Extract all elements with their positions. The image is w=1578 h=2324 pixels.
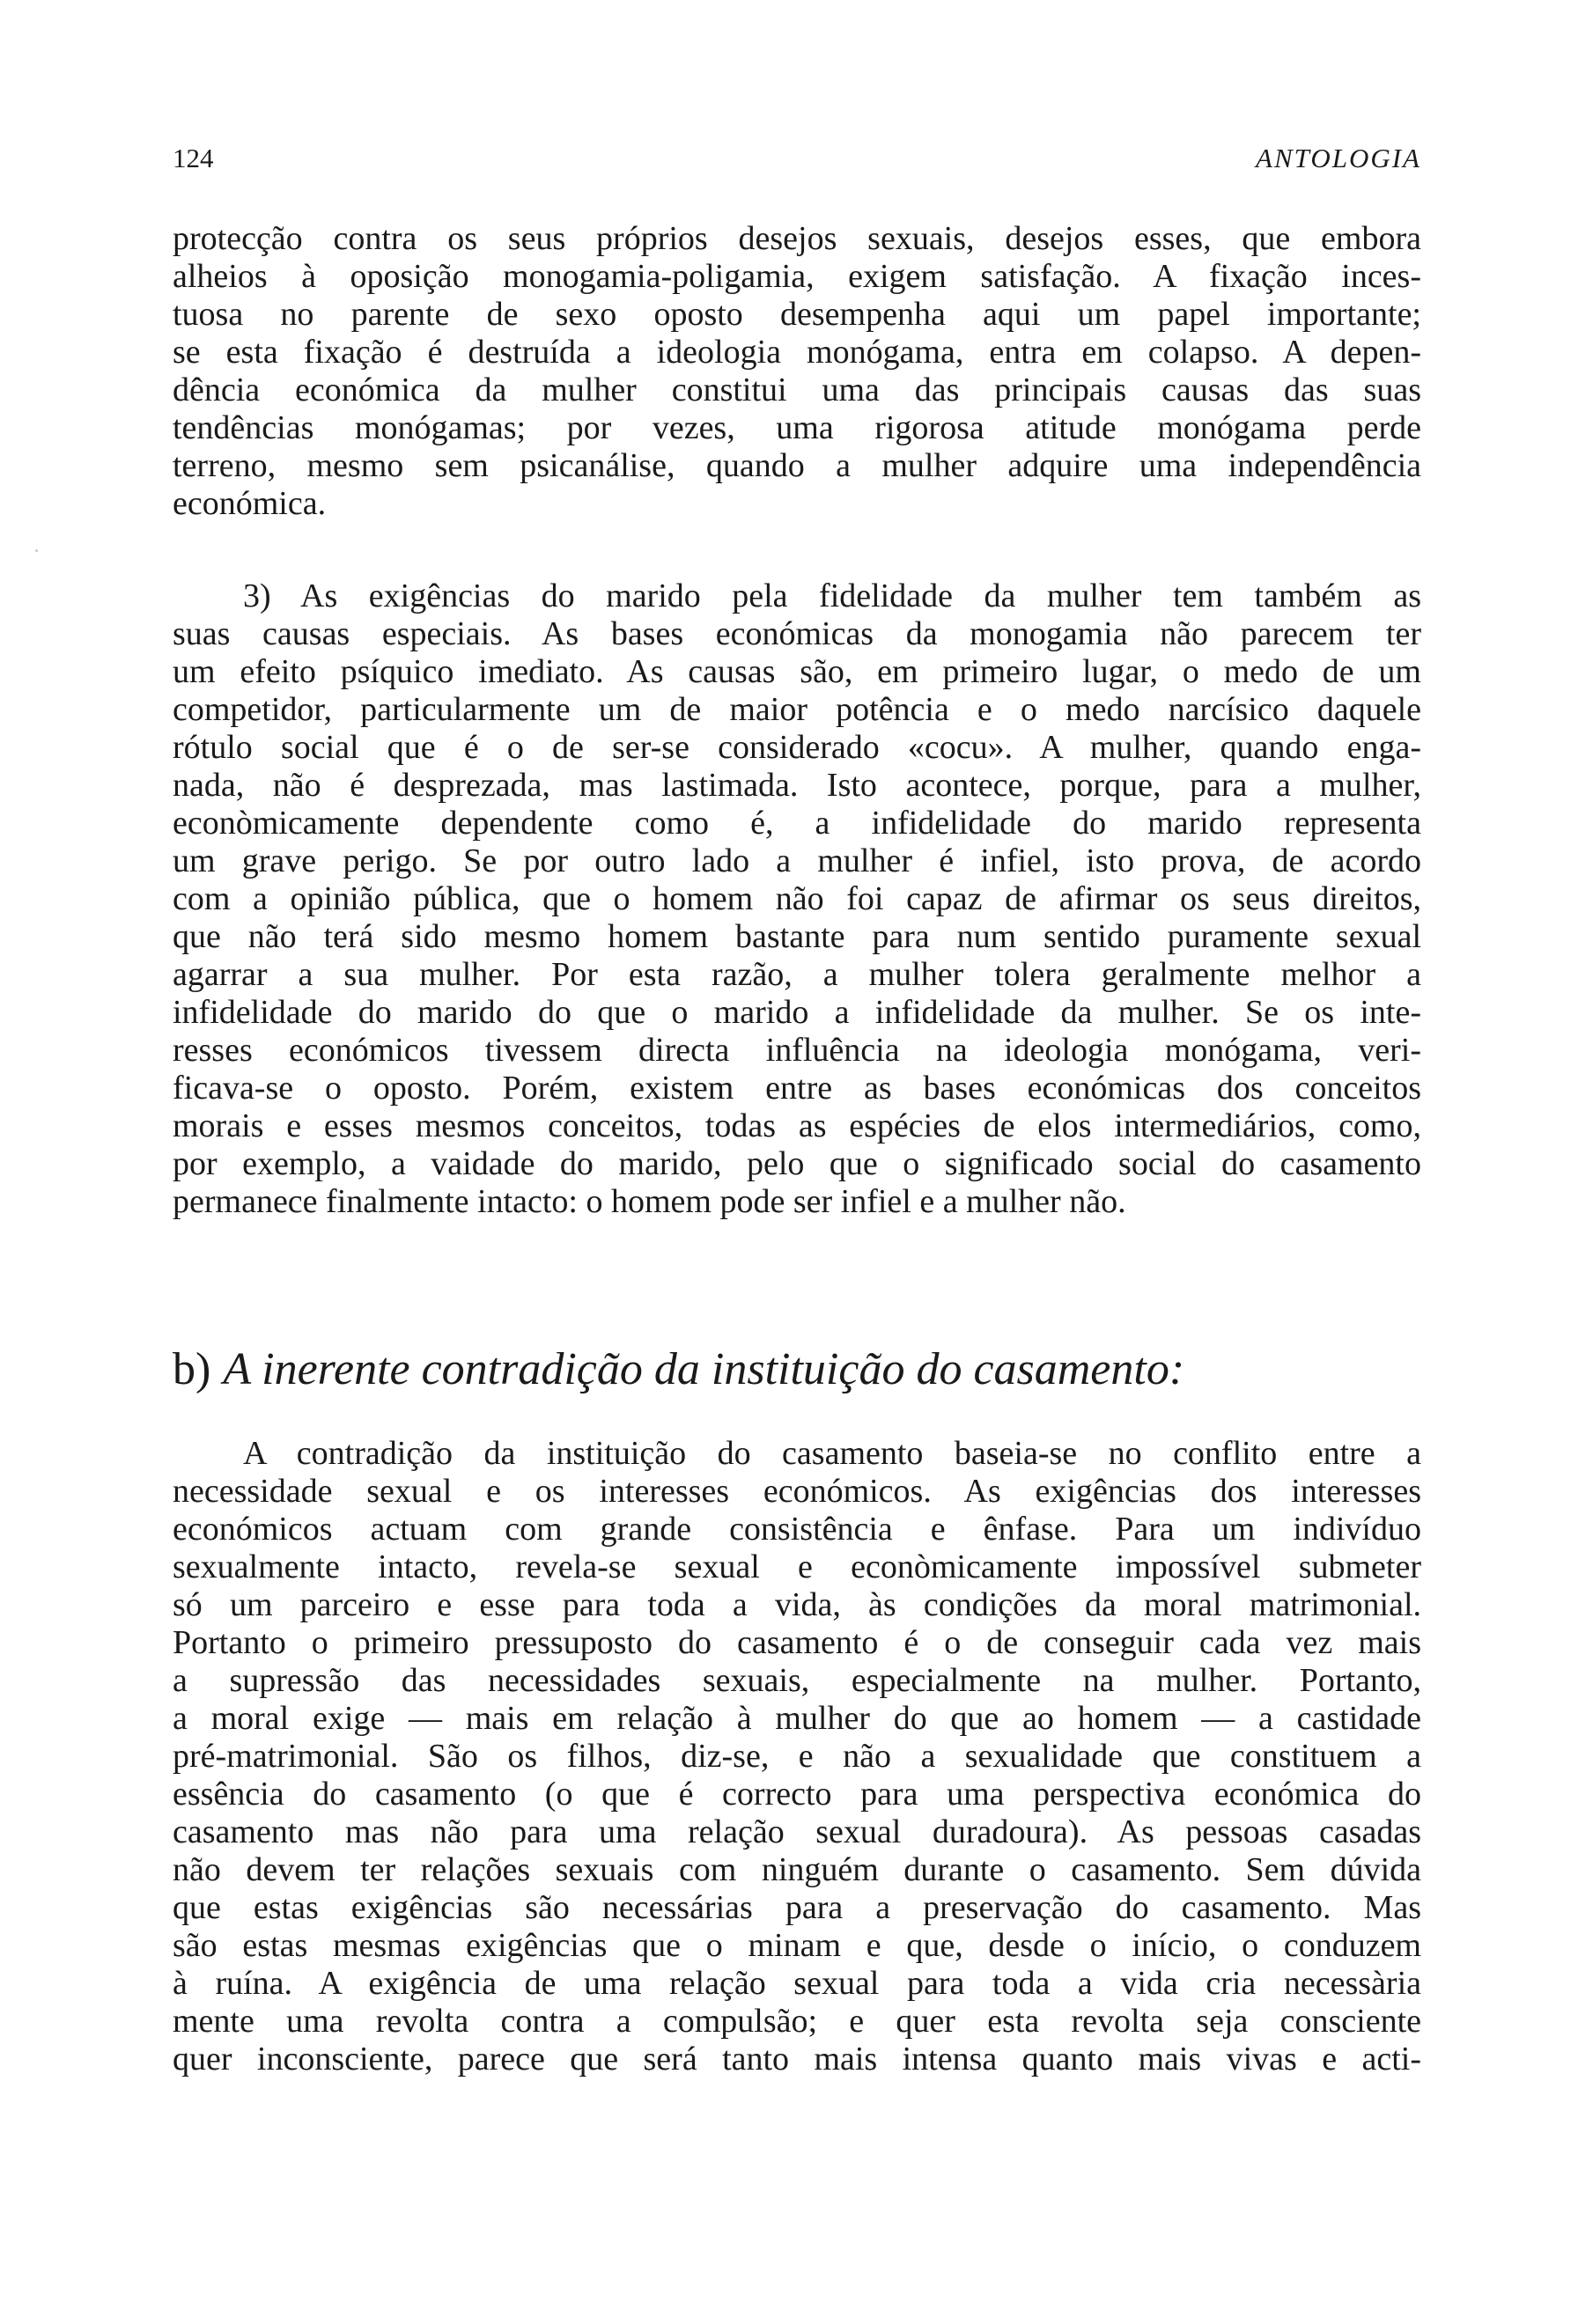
running-head: [173, 141, 1421, 176]
text-line: suas causas especiais. As bases económicas da monogamia não parecem ter: [173, 615, 1421, 652]
text-line: que não terá sido mesmo homem bastante para num sentido puramente sexual: [173, 918, 1421, 955]
text-line: agarrar a sua mulher. Por esta razão, a mulher tolera geralmente melhor a: [173, 956, 1421, 993]
text-line: tendências monógamas; por vezes, uma rigorosa atitude monógama perde: [173, 409, 1421, 446]
text-line: rótulo social que é o de ser-se considerado «cocu». A mulher, quando enga-: [173, 729, 1421, 766]
section-title: A inerente contradição da instituição do casamento:: [223, 1344, 1185, 1394]
text-line: Portanto o primeiro pressuposto do casamento é o de conseguir cada vez mais: [173, 1624, 1421, 1661]
text-line: quer inconsciente, parece que será tanto mais intensa quanto mais vivas e acti-: [173, 2041, 1421, 2078]
text-line: competidor, particularmente um de maior potência e o medo narcísico daquele: [173, 691, 1421, 728]
text-line: tuosa no parente de sexo oposto desempenha aqui um papel importante;: [173, 296, 1421, 333]
text-line: à ruína. A exigência de uma relação sexual para toda a vida cria necessària: [173, 1965, 1421, 2002]
text-line: mente uma revolta contra a compulsão; e quer esta revolta seja consciente: [173, 2003, 1421, 2040]
paragraph-2: [173, 577, 1421, 1221]
text-line: dência económica da mulher constitui uma das principais causas das suas: [173, 371, 1421, 408]
text-line: um grave perigo. Se por outro lado a mulher é infiel, isto prova, de acordo: [173, 842, 1421, 879]
text-line: alheios à oposição monogamia-poligamia, exigem satisfação. A fixação inces-: [173, 258, 1421, 295]
section-heading: [173, 1342, 1421, 1398]
text-line: se esta fixação é destruída a ideologia monógama, entra em colapso. A depen-: [173, 334, 1421, 371]
text-line: por exemplo, a vaidade do marido, pelo que o significado social do casamento: [173, 1145, 1421, 1182]
text-line: a supressão das necessidades sexuais, especialmente na mulher. Portanto,: [173, 1662, 1421, 1699]
scan-speck: [35, 549, 38, 552]
text-line: só um parceiro e esse para toda a vida, às condições da moral matrimonial.: [173, 1586, 1421, 1623]
text-line: que estas exigências são necessárias para a preservação do casamento. Mas: [173, 1889, 1421, 1926]
text-line: nada, não é desprezada, mas lastimada. Isto acontece, porque, para a mulher,: [173, 767, 1421, 804]
text-line: econòmicamente dependente como é, a infidelidade do marido representa: [173, 805, 1421, 842]
text-line: com a opinião pública, que o homem não foi capaz de afirmar os seus direitos,: [173, 880, 1421, 917]
text-line: sexualmente intacto, revela-se sexual e econòmicamente impossível submeter: [173, 1548, 1421, 1585]
text-line: necessidade sexual e os interesses económicos. As exigências dos interesses: [173, 1473, 1421, 1510]
text-line: pré-matrimonial. São os filhos, diz-se, e não a sexualidade que constituem a: [173, 1738, 1421, 1775]
text-line: económica.: [173, 485, 327, 522]
text-line: essência do casamento (o que é correcto para uma perspectiva económica do: [173, 1776, 1421, 1813]
text-line: são estas mesmas exigências que o minam e que, desde o início, o conduzem: [173, 1927, 1421, 1964]
text-line: morais e esses mesmos conceitos, todas as espécies de elos intermediários, como,: [173, 1107, 1421, 1144]
page-number: 124: [173, 143, 214, 173]
paragraph-3: [173, 1435, 1421, 2078]
text-line: 3) As exigências do marido pela fidelidade da mulher tem também as: [243, 577, 1421, 614]
text-line: resses económicos tivessem directa influência na ideologia monógama, veri-: [173, 1032, 1421, 1069]
text-line: terreno, mesmo sem psicanálise, quando a mulher adquire uma independência: [173, 447, 1421, 484]
text-line: não devem ter relações sexuais com ninguém durante o casamento. Sem dúvida: [173, 1851, 1421, 1888]
text-line: económicos actuam com grande consistência e ênfase. Para um indivíduo: [173, 1511, 1421, 1548]
section-marker: b): [173, 1344, 211, 1394]
text-line: protecção contra os seus próprios desejos sexuais, desejos esses, que embora: [173, 220, 1421, 257]
text-line: A contradição da instituição do casamento baseia-se no conflito entre a: [243, 1435, 1421, 1472]
text-line: a moral exige — mais em relação à mulher do que ao homem — a castidade: [173, 1700, 1421, 1737]
text-line: infidelidade do marido do que o marido a infidelidade da mulher. Se os inte-: [173, 994, 1421, 1031]
paragraph-1: [173, 220, 1421, 523]
running-title: ANTOLOGIA: [1256, 143, 1421, 173]
text-line: casamento mas não para uma relação sexual duradoura). As pessoas casadas: [173, 1813, 1421, 1850]
text-line: permanece finalmente intacto: o homem pode ser infiel e a mulher não.: [173, 1183, 1126, 1220]
text-line: ficava-se o oposto. Porém, existem entre as bases económicas dos conceitos: [173, 1070, 1421, 1107]
text-line: um efeito psíquico imediato. As causas são, em primeiro lugar, o medo de um: [173, 653, 1421, 690]
